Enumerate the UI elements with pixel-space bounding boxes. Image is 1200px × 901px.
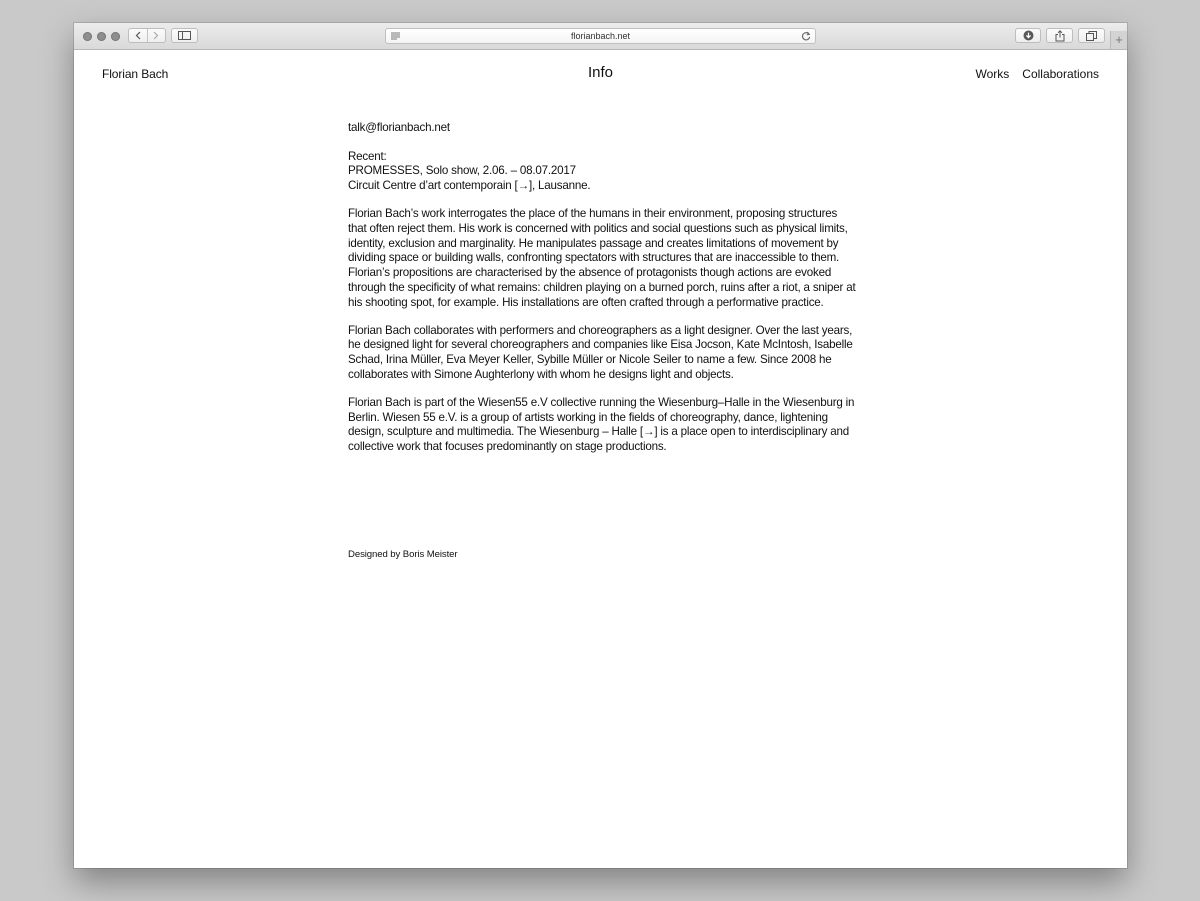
browser-toolbar — [74, 23, 1127, 50]
nav-collaborations[interactable]: Collaborations — [1022, 67, 1099, 81]
share-button[interactable] — [1046, 28, 1073, 43]
recent-section — [348, 150, 856, 194]
sidebar-icon — [178, 31, 191, 40]
bio-paragraph-light-design: Florian Bach collaborates with performers and choreographers as a light designer. Over the last years, he designed light for several choreographers and companies like Eisa Jocson, Kate McIntosh, Isabelle Schad, Irina Müller, Eva Meyer Keller, Sybille Müller or Nicole Seiler to name a few. Since 2008 he collaborates with Simone Aughterlony with whom he designs light and objects. — [348, 323, 853, 381]
recent-city: , Lausanne. — [531, 179, 591, 193]
minimize-window-button[interactable] — [97, 32, 106, 41]
recent-venue: Circuit Centre d’art contemporain — [348, 179, 515, 193]
bio-paragraph-work: Florian Bach’s work interrogates the place of the humans in their environment, proposing structures that often reject them. His work is concerned with politics and social questions such as physical limits, identity, exclusion and marginality. He manipulates passage and creates limitations of movement by dividing space or building walls, confronting spectators with structures that are inaccessible to them. Florian’s propositions are characterised by the absence of protagonists though actions are evoked through the specificity of what remains: children playing on a burned porch, ruins after a riot, a sniper at his shooting spot, for example. His installations are often crafted through a performative practice. — [348, 207, 856, 309]
info-content — [348, 121, 856, 468]
web-page — [74, 50, 1127, 868]
collective-text-end: is a place open to interdisciplinary and collective work that focuses predominantly on stage productions. — [348, 425, 849, 454]
back-button[interactable] — [129, 29, 147, 42]
address-bar[interactable] — [385, 28, 816, 44]
downloads-button[interactable] — [1015, 28, 1041, 43]
chevron-right-icon — [153, 31, 159, 40]
download-icon — [1023, 30, 1034, 41]
tabs-icon — [1086, 31, 1097, 41]
zoom-window-button[interactable] — [111, 32, 120, 41]
sidebar-toggle-button[interactable] — [171, 28, 198, 43]
close-window-button[interactable] — [83, 32, 92, 41]
collective-text-start: Florian Bach is part of the Wiesen55 e.V collective running the Wiesenburg–Halle in the Wiesenburg in Berlin. Wiesen 55 e.V. is a group of artists working in the fields of choreography, dance, lightening design, sculpture and multimedia. The Wiesenburg – Halle — [348, 396, 855, 439]
main-nav — [976, 67, 1100, 81]
site-logo-link[interactable]: Florian Bach — [102, 67, 169, 81]
forward-button[interactable] — [147, 29, 165, 42]
page-title: Info — [587, 64, 614, 81]
browser-window — [74, 23, 1127, 868]
designer-credit: Designed by Boris Meister — [348, 549, 458, 560]
email-link[interactable]: talk@florianbach.net — [348, 121, 450, 134]
venue-link[interactable]: [→] — [514, 179, 532, 193]
bio-paragraph-collective — [348, 396, 856, 455]
share-icon — [1055, 30, 1065, 42]
chevron-left-icon — [135, 31, 141, 40]
wiesenburg-halle-link[interactable]: [→] — [639, 425, 658, 439]
back-forward-buttons — [128, 28, 166, 43]
new-tab-button[interactable]: + — [1110, 31, 1127, 49]
reload-icon[interactable] — [801, 31, 811, 41]
tabs-overview-button[interactable] — [1078, 28, 1105, 43]
nav-works[interactable]: Works — [975, 67, 1010, 81]
recent-show: PROMESSES, Solo show, 2.06. – 08.07.2017 — [348, 164, 576, 178]
url-text: florianbach.net — [570, 31, 631, 41]
recent-heading: Recent: — [348, 149, 387, 163]
